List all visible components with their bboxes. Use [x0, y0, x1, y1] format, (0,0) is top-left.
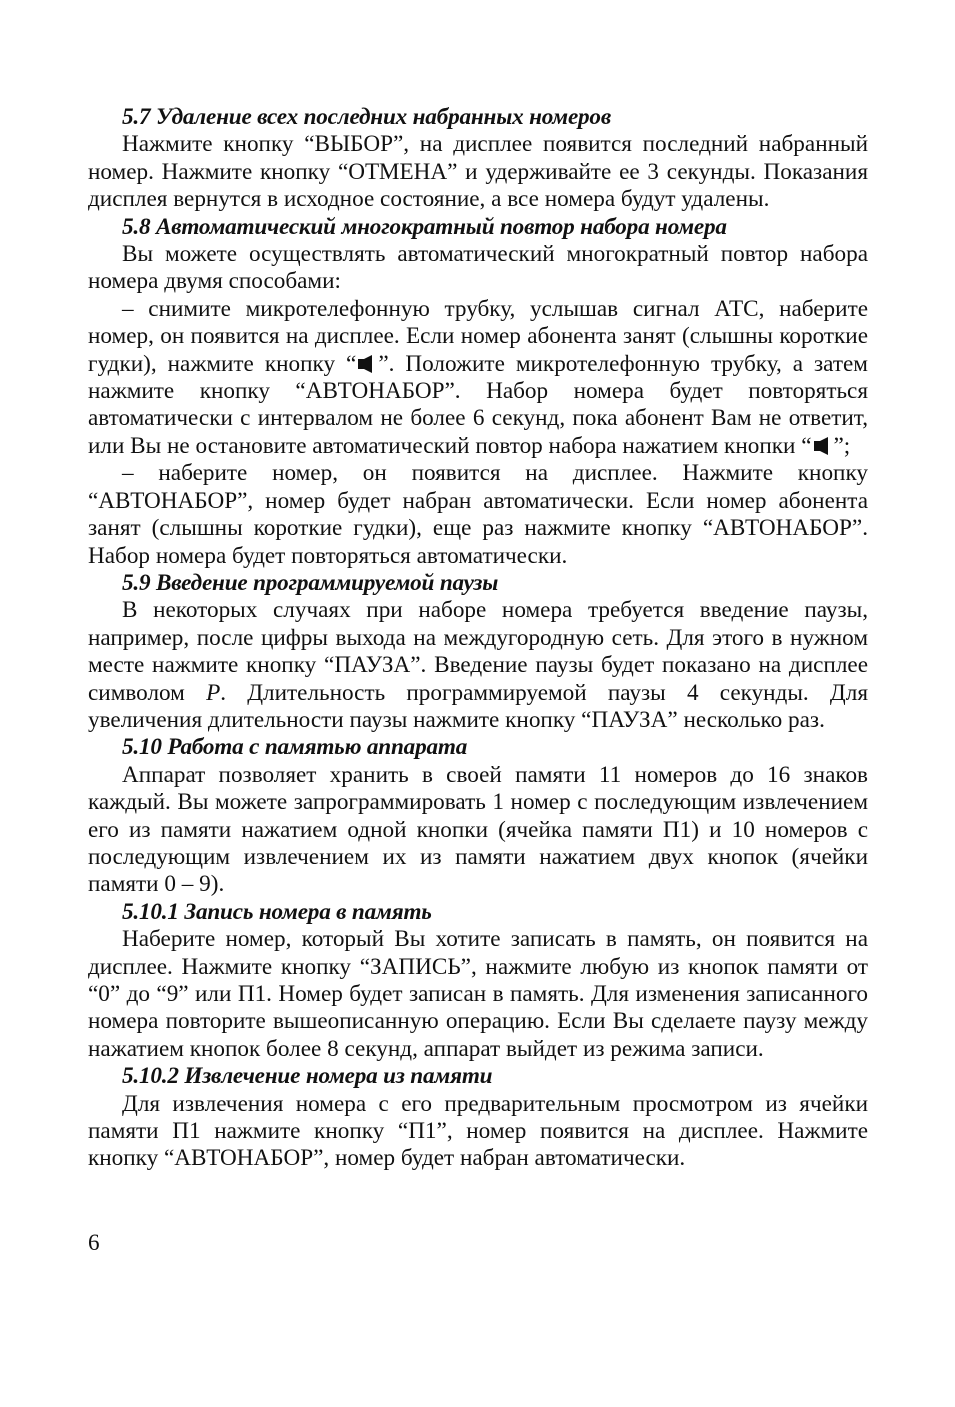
speaker-icon: [357, 354, 377, 374]
bullet-1-text-c: ”;: [833, 432, 851, 459]
section-5-10-paragraph: Аппарат позволяет хранить в своей памяти 11 номеров до 16 знаков каждый. Вы можете запрограммировать 1 номер с последующим извлечением его из памяти нажатием одной кнопки (ячейка памяти П1) и 10 номеров с последующим извлечением их из памяти нажатием двух кнопок (ячейки памяти 0 – 9).: [88, 761, 868, 898]
document-page: [88, 104, 868, 1173]
section-5-10-1-paragraph: Наберите номер, который Вы хотите записать в память, он появится на дисплее. Нажмите кнопку “ЗАПИСЬ”, нажмите любую из кнопок памяти от “0” до “9” или П1. Номер будет записан в память. Для изменения записанного номера повторите вышеописанную операцию. Если Вы сделаете паузу между нажатием кнопок более 8 секунд, аппарат выйдет из режима записи.: [88, 926, 868, 1062]
pause-symbol: P: [206, 679, 221, 706]
section-heading-5-9: 5.9 Введение программируемой паузы: [122, 569, 499, 596]
section-5-8-bullet-1: [88, 296, 868, 460]
section-5-9-text-a: В некоторых случаях при наборе номера требуется введение паузы, например, после цифры выхода на междугородную сеть. Для этого в нужном месте нажмите кнопку “ПАУЗА”. Введение паузы будет показано на дисплее символом: [88, 597, 868, 706]
speaker-icon: [813, 436, 833, 456]
section-5-9-paragraph: [88, 597, 868, 734]
section-heading-5-10: 5.10 Работа с памятью аппарата: [122, 734, 468, 761]
section-5-8-bullet-2: – наберите номер, он появится на дисплее. Нажмите кнопку “АВТОНАБОР”, номер будет набран автоматически. Если номер абонента занят (слышны короткие гудки), еще раз нажмите кнопку “АВТОНАБОР”. Набор номера будет повторяться автоматически.: [88, 460, 868, 569]
section-heading-5-7: 5.7 Удаление всех последних набранных номеров: [122, 104, 611, 130]
page-number: 6: [88, 1230, 100, 1256]
bullet-1-text-b: ”. Положите микротелефонную трубку, а затем нажмите кнопку “АВТОНАБОР”. Набор номера будет повторяться автоматически с интервалом не более 6 секунд, пока абонент Вам не ответит, или Вы не остановите автоматический повтор набора нажатием кнопки “: [88, 350, 868, 459]
section-5-7-paragraph: Нажмите кнопку “ВЫБОР”, на дисплее появится последний набранный номер. Нажмите кнопку “ОТМЕНА” и удерживайте ее 3 секунды. Показания дисплея вернутся в исходное состояние, а все номера будут удалены.: [88, 131, 868, 213]
bullet-1-text-a: – снимите микротелефонную трубку, услышав сигнал АТС, наберите номер, он появится на дисплее. Если номер абонента занят (слышны короткие гудки), нажмите кнопку “: [88, 295, 868, 377]
section-5-8-paragraph: Вы можете осуществлять автоматический многократный повтор набора номера двумя способами:: [88, 241, 868, 295]
section-5-10-2-paragraph: Для извлечения номера с его предварительным просмотром из ячейки памяти П1 нажмите кнопку “П1”, номер появится на дисплее. Нажмите кнопку “АВТОНАБОР”, номер будет набран автоматически.: [88, 1090, 868, 1172]
section-5-9-text-b: . Длительность программируемой паузы 4 секунды. Для увеличения длительности паузы нажмите кнопку “ПАУЗА” несколько раз.: [88, 679, 868, 733]
section-heading-5-10-1: 5.10.1 Запись номера в память: [122, 898, 432, 925]
section-heading-5-8: 5.8 Автоматический многократный повтор набора номера: [122, 213, 727, 240]
section-heading-5-10-2: 5.10.2 Извлечение номера из памяти: [122, 1063, 493, 1090]
